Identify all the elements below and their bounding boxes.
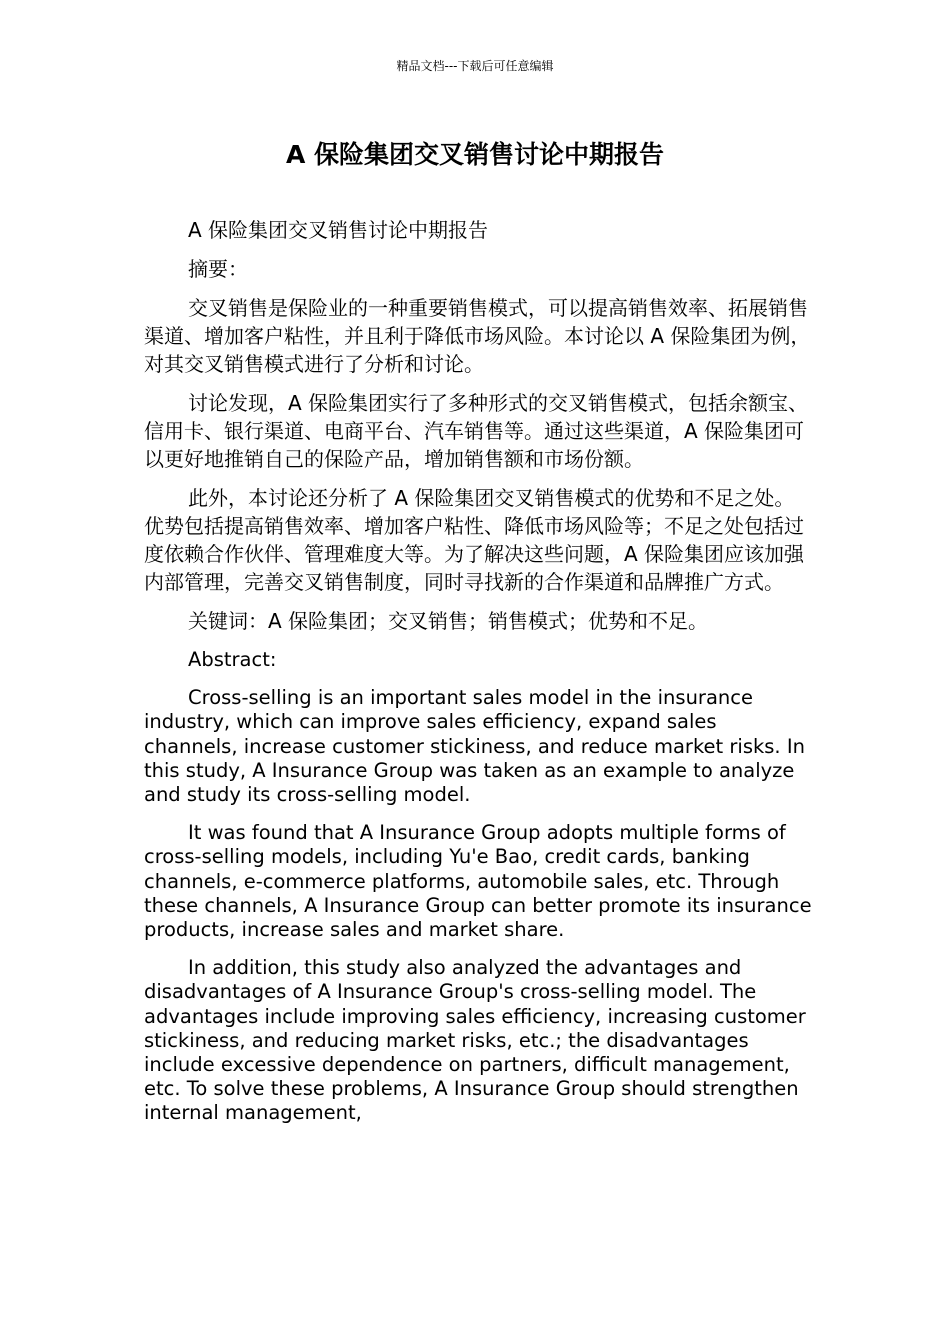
abstract-label-en: Abstract: — [188, 648, 277, 671]
abstract-label-cn: 摘要： — [188, 257, 248, 281]
header-note: 精品文档---下载后可任意编辑 — [396, 59, 554, 73]
abstract-paragraph-cn-1: 交叉销售是保险业的一种重要销售模式，可以提高销售效率、拓展销售渠道、增加客户粘性，并且利于降低市场风险。本讨论以 A 保险集团为例，对其交叉销售模式进行了分析和讨论。 — [144, 296, 811, 376]
document-body — [144, 216, 814, 1140]
abstract-paragraph-en-2: It was found that A Insurance Group adopts multiple forms of cross-selling models, including Yu'e Bao, credit cards, banking channels, e-commerce platforms, automobile sales, etc. Through these channels, A Insurance Group can better promote its insurance products, increase sales and market share. — [144, 821, 812, 942]
abstract-paragraph-cn-3: 此外，本讨论还分析了 A 保险集团交叉销售模式的优势和不足之处。优势包括提高销售效率、增加客户粘性、降低市场风险等；不足之处包括过度依赖合作伙伴、管理难度大等。为了解决这些问题，A 保险集团应该加强内部管理，完善交叉销售制度，同时寻找新的合作渠道和品牌推广方式。 — [144, 486, 805, 594]
keywords-paragraph: 关键词：A 保险集团；交叉销售；销售模式；优势和不足。 — [188, 609, 709, 633]
document-title: A 保险集团交叉销售讨论中期报告 — [285, 140, 665, 169]
abstract-paragraph-en-1: Cross-selling is an important sales model in the insurance industry, which can improve sales efficiency, expand sales channels, increase customer stickiness, and reduce market risks. In this study, A Insurance Group was taken as an example to analyze and study its cross-selling model. — [144, 686, 805, 807]
abstract-paragraph-cn-2: 讨论发现，A 保险集团实行了多种形式的交叉销售模式，包括余额宝、信用卡、银行渠道、电商平台、汽车销售等。通过这些渠道，A 保险集团可以更好地推销自己的保险产品，增加销售额和市场份额。 — [144, 391, 809, 471]
abstract-paragraph-en-3: In addition, this study also analyzed the advantages and disadvantages of A Insurance Group's cross-selling model. The advantages include improving sales efficiency, increasing customer stickiness, and reducing market risks, etc.; the disadvantages include excessive dependence on partners, difficult management, etc. To solve these problems, A Insurance Group should strengthen internal management, — [144, 956, 806, 1125]
subtitle-paragraph: A 保险集团交叉销售讨论中期报告 — [188, 218, 489, 242]
